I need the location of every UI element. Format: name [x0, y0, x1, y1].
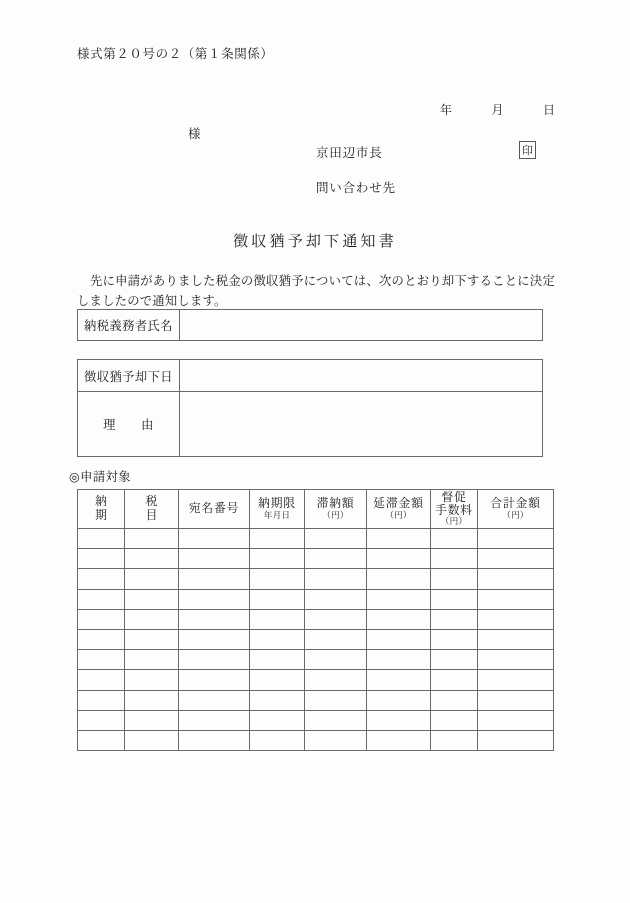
table-cell[interactable]: [305, 690, 367, 710]
table-cell[interactable]: [250, 609, 305, 629]
table-cell[interactable]: [305, 650, 367, 670]
table-cell[interactable]: [125, 589, 179, 609]
table-cell[interactable]: [431, 710, 478, 730]
table-row: [78, 310, 543, 341]
taxpayer-name-label: 納税義務者氏名: [78, 310, 180, 341]
table-cell[interactable]: [78, 690, 125, 710]
table-cell[interactable]: [305, 529, 367, 549]
table-cell[interactable]: [431, 569, 478, 589]
table-cell[interactable]: [250, 549, 305, 569]
table-cell[interactable]: [179, 569, 250, 589]
table-cell[interactable]: [250, 529, 305, 549]
table-cell[interactable]: [478, 589, 554, 609]
table-cell[interactable]: [125, 690, 179, 710]
table-cell[interactable]: [478, 670, 554, 690]
table-cell[interactable]: [367, 690, 431, 710]
table-cell[interactable]: [431, 730, 478, 750]
table-cell[interactable]: [478, 710, 554, 730]
taxpayer-name-value[interactable]: [180, 310, 543, 341]
table-row: [78, 392, 543, 457]
decision-block: [77, 359, 543, 457]
issuer-name: 京田辺市長: [316, 145, 383, 160]
column-header-late-charge: 延滞金額 （円）: [367, 490, 431, 529]
table-row: [78, 609, 554, 629]
table-cell[interactable]: [431, 529, 478, 549]
date-day-label: 日: [542, 103, 555, 117]
table-cell[interactable]: [367, 569, 431, 589]
table-cell[interactable]: [78, 710, 125, 730]
document-title: 徴収猶予却下通知書: [233, 232, 397, 250]
table-cell[interactable]: [179, 629, 250, 649]
column-header-address-number: 宛名番号: [179, 490, 250, 529]
table-header-row: [78, 490, 554, 529]
table-cell[interactable]: [478, 629, 554, 649]
date-year-label: 年: [440, 103, 453, 117]
column-header-demand-fee: 督促 手数料 （円）: [431, 490, 478, 529]
table-row: [78, 549, 554, 569]
target-section-heading: ◎申請対象: [69, 470, 131, 484]
table-cell[interactable]: [125, 529, 179, 549]
column-header-total-amount: 合計金額 （円）: [478, 490, 554, 529]
table-cell[interactable]: [431, 650, 478, 670]
table-row: [78, 650, 554, 670]
table-cell[interactable]: [179, 609, 250, 629]
table-cell[interactable]: [179, 589, 250, 609]
table-cell[interactable]: [431, 589, 478, 609]
table-cell[interactable]: [305, 609, 367, 629]
table-cell[interactable]: [367, 650, 431, 670]
table-cell[interactable]: [478, 549, 554, 569]
table-cell[interactable]: [367, 629, 431, 649]
table-cell[interactable]: [305, 589, 367, 609]
reason-value[interactable]: [180, 392, 543, 457]
table-cell[interactable]: [367, 549, 431, 569]
table-cell[interactable]: [478, 730, 554, 750]
table-cell[interactable]: [367, 609, 431, 629]
table-cell[interactable]: [125, 670, 179, 690]
table-cell[interactable]: [78, 730, 125, 750]
taxpayer-name-block: [77, 309, 543, 341]
table-cell[interactable]: [125, 730, 179, 750]
dismissal-date-label: 徴収猶予却下日: [78, 360, 180, 392]
table-row: [78, 589, 554, 609]
table-cell[interactable]: [478, 650, 554, 670]
addressee-honorific: 様: [188, 126, 201, 141]
table-cell[interactable]: [431, 609, 478, 629]
table-cell[interactable]: [478, 690, 554, 710]
table-row: [78, 529, 554, 549]
table-cell[interactable]: [125, 549, 179, 569]
table-cell[interactable]: [125, 650, 179, 670]
table-body: [78, 529, 554, 751]
table-cell[interactable]: [125, 629, 179, 649]
dismissal-date-value[interactable]: [180, 360, 543, 392]
table-row: [78, 360, 543, 392]
table-cell[interactable]: [478, 609, 554, 629]
table-cell[interactable]: [305, 629, 367, 649]
table-cell[interactable]: [367, 730, 431, 750]
table-cell[interactable]: [125, 609, 179, 629]
table-cell[interactable]: [125, 710, 179, 730]
table-cell[interactable]: [250, 569, 305, 589]
column-header-due-date: 納期限 年月日: [250, 490, 305, 529]
table-cell[interactable]: [78, 629, 125, 649]
table-row: [78, 710, 554, 730]
table-cell[interactable]: [78, 549, 125, 569]
table-row: [78, 690, 554, 710]
table-cell[interactable]: [431, 629, 478, 649]
column-header-delinquent-amount: 滞納額 （円）: [305, 490, 367, 529]
table-cell[interactable]: [250, 670, 305, 690]
table-cell[interactable]: [250, 589, 305, 609]
date-month-label: 月: [491, 103, 504, 117]
table-cell[interactable]: [305, 670, 367, 690]
table-cell[interactable]: [179, 650, 250, 670]
table-cell[interactable]: [250, 650, 305, 670]
table-cell[interactable]: [250, 710, 305, 730]
column-header-tax-item: 税 目: [125, 490, 179, 529]
table-row: [78, 670, 554, 690]
table-cell[interactable]: [431, 549, 478, 569]
document-body-text: 先に申請がありました税金の徴収猶予については、次のとおり却下することに決定しましたので通知します。: [77, 274, 555, 308]
table-row: [78, 569, 554, 589]
table-cell[interactable]: [305, 569, 367, 589]
application-target-table: [77, 489, 554, 751]
table-cell[interactable]: [305, 730, 367, 750]
reason-label: 理 由: [78, 392, 180, 457]
table-cell[interactable]: [367, 529, 431, 549]
date-line: [440, 101, 555, 118]
table-cell[interactable]: [78, 609, 125, 629]
table-cell[interactable]: [179, 730, 250, 750]
table-cell[interactable]: [78, 529, 125, 549]
form-number: 様式第２０号の２（第１条関係）: [77, 46, 274, 61]
table-cell[interactable]: [179, 710, 250, 730]
table-cell[interactable]: [179, 690, 250, 710]
seal-stamp-box: 印: [519, 141, 536, 159]
table-row: [78, 629, 554, 649]
table-cell[interactable]: [78, 670, 125, 690]
table-cell[interactable]: [179, 670, 250, 690]
table-cell[interactable]: [250, 629, 305, 649]
table-cell[interactable]: [250, 690, 305, 710]
table-cell[interactable]: [367, 589, 431, 609]
table-cell[interactable]: [478, 529, 554, 549]
table-cell[interactable]: [125, 569, 179, 589]
table-cell[interactable]: [305, 710, 367, 730]
contact-label: 問い合わせ先: [316, 180, 396, 195]
table-cell[interactable]: [250, 730, 305, 750]
table-cell[interactable]: [78, 569, 125, 589]
table-cell[interactable]: [367, 670, 431, 690]
table-cell[interactable]: [431, 690, 478, 710]
table-cell[interactable]: [179, 549, 250, 569]
table-cell[interactable]: [367, 710, 431, 730]
table-cell[interactable]: [305, 549, 367, 569]
table-cell[interactable]: [78, 650, 125, 670]
column-header-payment-period: 納 期: [78, 490, 125, 529]
table-cell[interactable]: [431, 670, 478, 690]
table-cell[interactable]: [179, 529, 250, 549]
table-cell[interactable]: [78, 589, 125, 609]
table-row: [78, 730, 554, 750]
table-cell[interactable]: [478, 569, 554, 589]
